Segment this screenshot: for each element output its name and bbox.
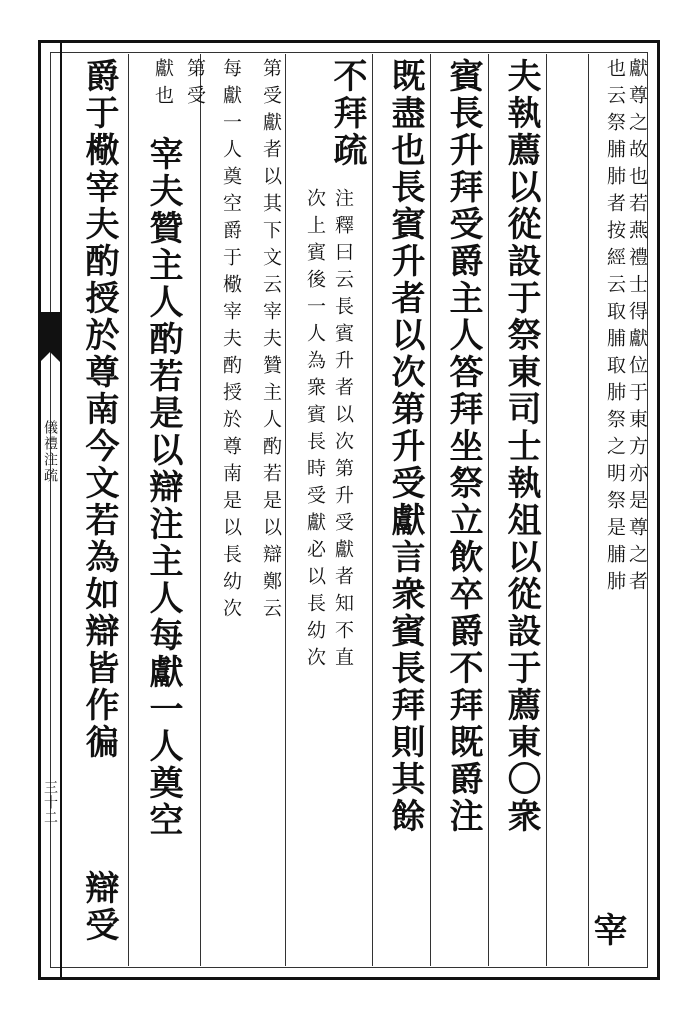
column-rule: [372, 54, 373, 966]
text-column-8: 注釋曰云長賓升者以次第升受獻者知不直: [332, 188, 354, 674]
text-column-16: 辯受: [79, 870, 119, 944]
text-column-1: 獻尊之故也若燕禮士得獻位于東方亦是尊之者: [626, 58, 648, 598]
text-column-3: 宰: [587, 912, 627, 949]
text-column-9: 次上賓後一人為衆賓長時受獻必以長幼次: [304, 188, 326, 674]
text-column-12: 第受: [184, 58, 206, 112]
column-rule: [546, 54, 547, 966]
margin-strip: [38, 40, 62, 980]
text-column-4: 夫執薦以從設于祭東司士執俎以從設于薦東〇衆: [501, 58, 541, 835]
column-rule: [200, 54, 201, 966]
text-column-2: 也云祭脯肺者按經云取脯取肺祭之明祭是脯肺: [604, 58, 626, 598]
margin-page-number: 三十二: [42, 780, 58, 825]
column-rule: [588, 54, 589, 966]
text-column-5: 賓長升拜受爵主人答拜坐祭立飲卒爵不拜既爵注: [443, 58, 483, 835]
fish-tail-mark: [38, 312, 62, 352]
column-rule: [430, 54, 431, 966]
column-rule: [128, 54, 129, 966]
column-rule: [488, 54, 489, 966]
text-column-13: 獻也: [152, 58, 174, 112]
text-column-10: 第受獻者以其下文云宰夫贊主人酌若是以辯鄭云: [260, 58, 282, 625]
margin-book-title: 儀禮注疏: [42, 420, 58, 484]
text-column-14: 宰夫贊主人酌若是以辯注主人每獻一人奠空: [143, 136, 183, 839]
text-column-7: 不拜疏: [327, 58, 367, 169]
column-rule: [285, 54, 286, 966]
text-column-6: 既盡也長賓升者以次第升受獻言衆賓長拜則其餘: [385, 58, 425, 835]
text-column-15: 爵于㯳宰夫酌授於尊南今文若為如辯皆作徧: [79, 58, 119, 761]
text-column-11: 每獻一人奠空爵于㯳宰夫酌授於尊南是以長幼次: [220, 58, 242, 625]
